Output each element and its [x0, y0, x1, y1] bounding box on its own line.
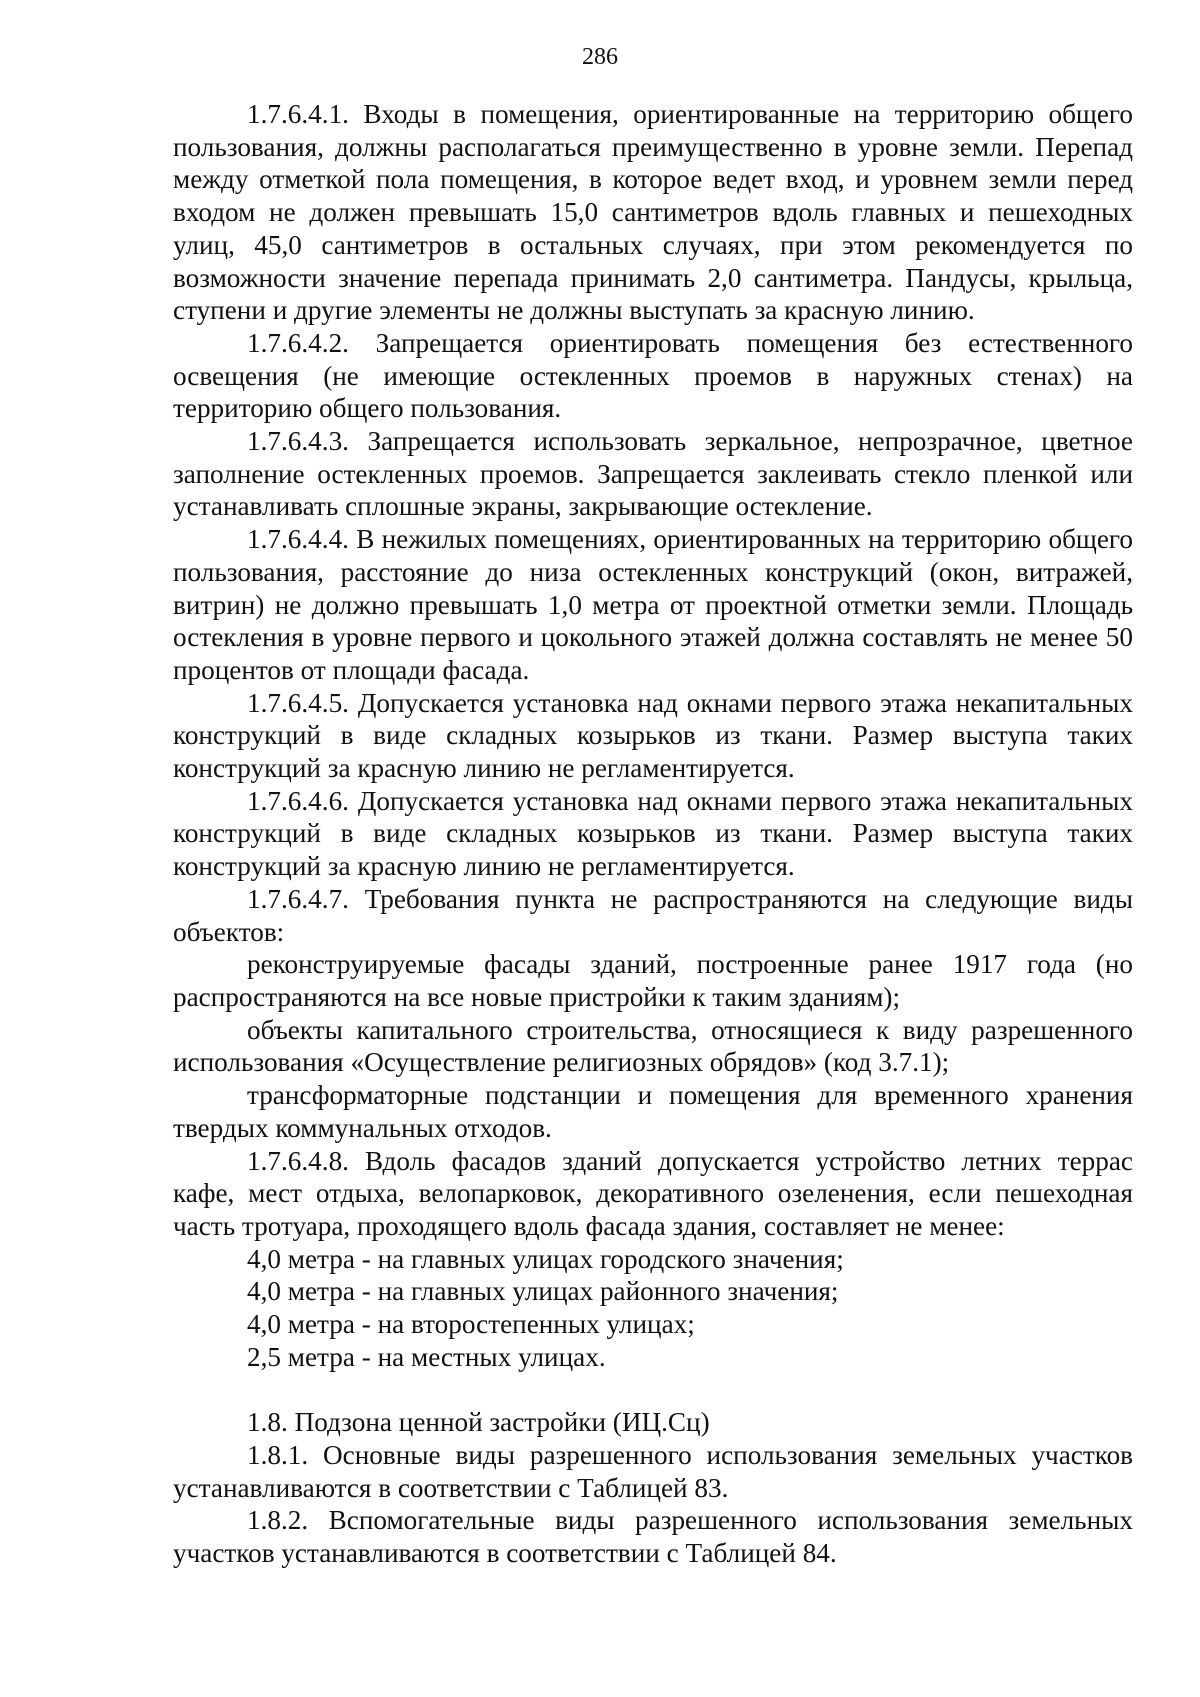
paragraph-1-7-6-4-7: 1.7.6.4.7. Требования пункта не распространяются на следующие виды объектов:: [173, 883, 1133, 947]
width-item-city-streets: 4,0 метра - на главных улицах городского значения;: [247, 1243, 844, 1274]
section-gap: [173, 1373, 1133, 1406]
paragraph-1-8-2: 1.8.2. Вспомогательные виды разрешенного использования земельных участков устанавливаются в соответствии с Таблицей 84.: [173, 1505, 1133, 1568]
paragraph-1-7-6-4-4: 1.7.6.4.4. В нежилых помещениях, ориентированных на территорию общего пользования, расстояние до низа остекленных конструкций (окон, витражей, витрин) не должно превышать 1,0 метра от проектной отметки земли. Площадь остекления в уровне первого и цокольного этажей должна составлять не менее 50 процентов от площади фасада.: [173, 524, 1133, 685]
paragraph-1-8-1: 1.8.1. Основные виды разрешенного использования земельных участков устанавливаются в соответствии с Таблицей 83.: [173, 1439, 1133, 1503]
exception-item-religious: объекты капитального строительства, относящиеся к виду разрешенного использования «Осуществление религиозных обрядов» (код 3.7.1);: [173, 1014, 1133, 1078]
document-body: [173, 98, 1133, 1570]
paragraph-1-7-6-4-1: 1.7.6.4.1. Входы в помещения, ориентированные на территорию общего пользования, должны располагаться преимущественно в уровне земли. Перепад между отметкой пола помещения, в которое ведет вход, и уровнем земли перед входом не должен превышать 15,0 сантиметров вдоль главных и пешеходных улиц, 45,0 сантиметров в остальных случаях, при этом рекомендуется по возможности значение перепада принимать 2,0 сантиметра. Пандусы, крыльца, ступени и другие элементы не должны выступать за красную линию.: [173, 99, 1133, 326]
paragraph-1-7-6-4-5: 1.7.6.4.5. Допускается установка над окнами первого этажа некапитальных конструкций в виде складных козырьков из ткани. Размер выступа таких конструкций за красную линию не регламентируется.: [173, 687, 1133, 784]
exception-item-facades: реконструируемые фасады зданий, построенные ранее 1917 года (но распространяются на все новые пристройки к таким зданиям);: [173, 949, 1133, 1012]
width-item-district-streets: 4,0 метра - на главных улицах районного значения;: [247, 1276, 839, 1307]
page-number: 286: [582, 44, 618, 70]
paragraph-1-7-6-4-3: 1.7.6.4.3. Запрещается использовать зеркальное, непрозрачное, цветное заполнение остекленных проемов. Запрещается заклеивать стекло пленкой или устанавливать сплошные экраны, закрывающие остекление.: [173, 426, 1133, 522]
width-item-secondary-streets: 4,0 метра - на второстепенных улицах;: [247, 1309, 695, 1340]
paragraph-1-7-6-4-8: 1.7.6.4.8. Вдоль фасадов зданий допускается устройство летних террас кафе, мест отдыха, велопарковок, декоративного озеленения, если пешеходная часть тротуара, проходящего вдоль фасада здания, составляет не менее:: [173, 1145, 1133, 1241]
width-item-local-streets: 2,5 метра - на местных улицах.: [247, 1341, 606, 1372]
paragraph-1-7-6-4-2: 1.7.6.4.2. Запрещается ориентировать помещения без естественного освещения (не имеющие остекленных проемов в наружных стенах) на территорию общего пользования.: [173, 327, 1133, 424]
paragraph-1-7-6-4-6: 1.7.6.4.6. Допускается установка над окнами первого этажа некапитальных конструкций в виде складных козырьков из ткани. Размер выступа таких конструкций за красную линию не регламентируется.: [173, 785, 1133, 882]
section-heading: 1.8. Подзона ценной застройки (ИЦ.Сц): [247, 1407, 710, 1438]
exception-item-substations: трансформаторные подстанции и помещения для временного хранения твердых коммунальных отходов.: [173, 1080, 1133, 1143]
